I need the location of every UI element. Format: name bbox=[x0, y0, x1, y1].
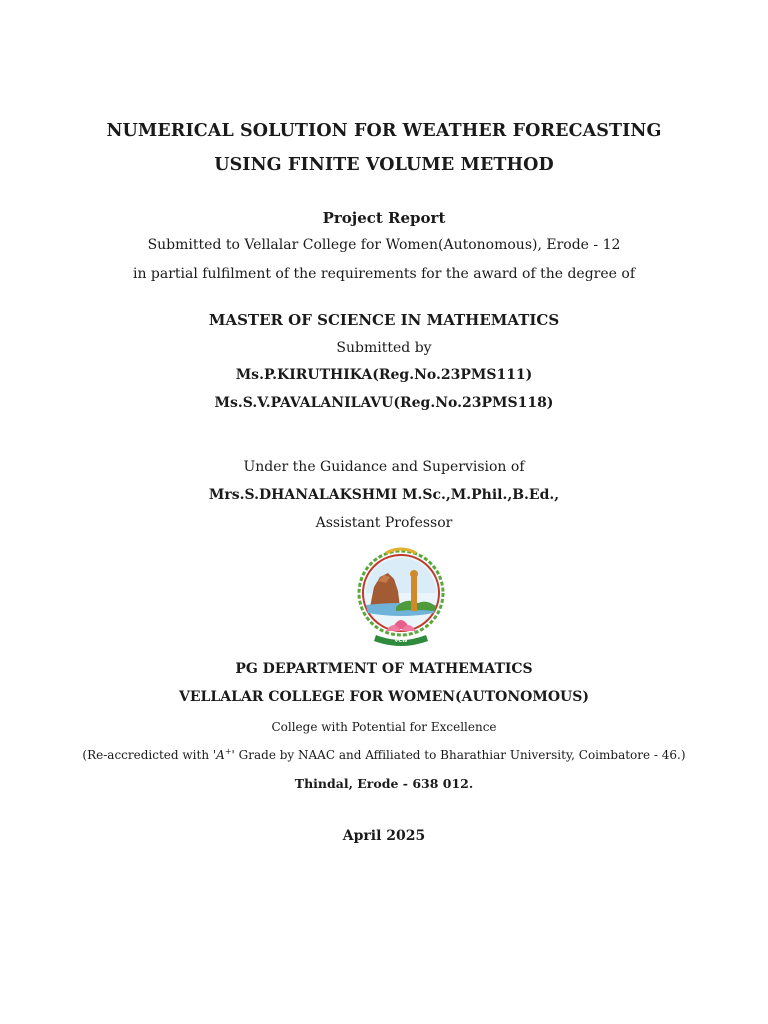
college-name: VELLALAR COLLEGE FOR WOMEN(AUTONOMOUS) bbox=[179, 689, 589, 705]
accreditation-line: (Re-accredicted with 'A+' Grade by NAAC and Affiliated to Bharathiar University, Coimbatore - 46.) bbox=[82, 747, 686, 762]
fulfilment-text: in partial fulfilment of the requirements for the award of the degree of bbox=[132, 266, 636, 282]
submitted-to: Submitted to Vellalar College for Women(Autonomous), Erode - 12 bbox=[147, 237, 621, 253]
report-type: Project Report bbox=[322, 209, 446, 227]
guide-designation: Assistant Professor bbox=[315, 515, 453, 531]
title-line-1: NUMERICAL SOLUTION FOR WEATHER FORECASTING bbox=[106, 121, 662, 141]
grade-letter: A bbox=[216, 748, 225, 762]
department-name: PG DEPARTMENT OF MATHEMATICS bbox=[235, 661, 533, 677]
student-1: Ms.P.KIRUTHIKA(Reg.No.23PMS111) bbox=[235, 367, 533, 383]
grade-superscript: + bbox=[224, 747, 232, 756]
college-tagline: College with Potential for Excellence bbox=[271, 720, 497, 734]
college-address: Thindal, Erode - 638 012. bbox=[294, 776, 474, 791]
guidance-intro: Under the Guidance and Supervision of bbox=[243, 459, 525, 475]
degree-name: MASTER OF SCIENCE IN MATHEMATICS bbox=[208, 311, 560, 329]
title-line-2: USING FINITE VOLUME METHOD bbox=[214, 155, 554, 175]
submission-date: April 2025 bbox=[342, 828, 426, 844]
emblem-text: VCW bbox=[394, 638, 408, 644]
student-2: Ms.S.V.PAVALANILAVU(Reg.No.23PMS118) bbox=[214, 395, 554, 411]
submitted-by: Submitted by bbox=[336, 340, 432, 356]
guide-name: Mrs.S.DHANALAKSHMI M.Sc.,M.Phil.,B.Ed., bbox=[208, 487, 560, 503]
college-emblem-logo bbox=[356, 547, 446, 649]
